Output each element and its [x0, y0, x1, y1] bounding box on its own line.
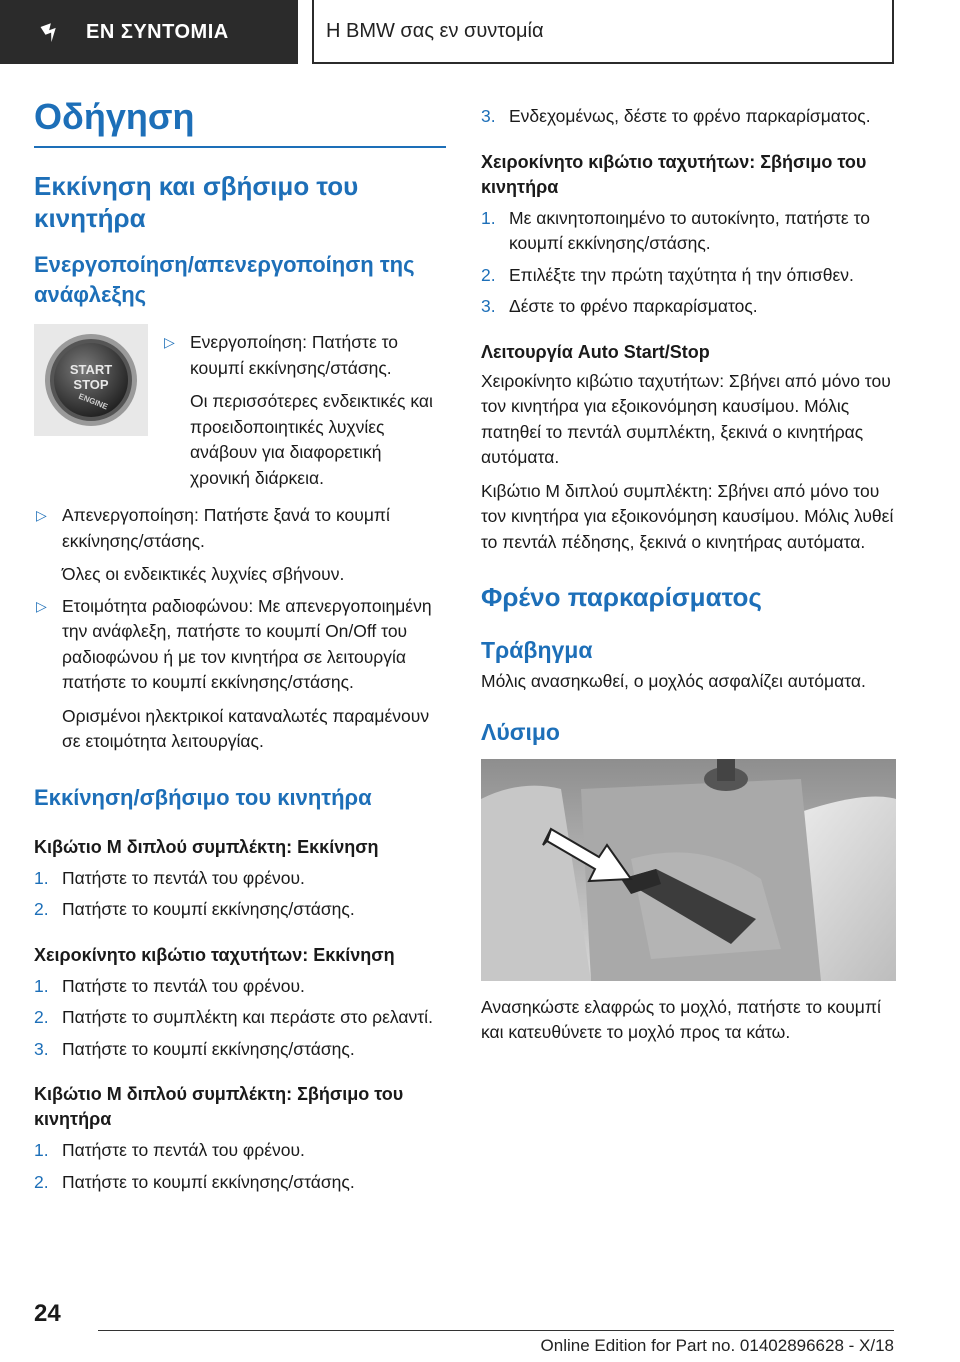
list-item: 2. Επιλέξτε την πρώτη ταχύτητα ή την όπισθεν.: [481, 264, 854, 285]
page-title: Οδήγηση: [34, 96, 446, 148]
button-label-engine: ENGINE: [77, 391, 110, 412]
list-item: 2. Πατήστε το κουμπί εκκίνησης/στάσης.: [34, 1171, 355, 1192]
auto-ss-dct-text: Κιβώτιο M διπλού συμπλέκτη: Σβήνει από μόνο του τον κινητήρα για εξοικονόμηση καυσίμου. Μόλις λυθεί το πεντάλ πέδησης, ξεκινά ο κινητήρας αυτόματα.: [481, 480, 894, 552]
start-stop-button-icon: [43, 332, 139, 428]
button-label-stop: STOP: [73, 377, 109, 392]
heading-engine-start-stop: Εκκίνηση και σβήσιμο του κινητήρα: [34, 171, 359, 233]
heading-pull: Τράβηγμα: [481, 637, 593, 663]
list-item: 2. Πατήστε το κουμπί εκκίνησης/στάσης.: [34, 899, 355, 919]
heading-parking-brake: Φρένο παρκαρίσματος: [481, 582, 762, 612]
list-item: 3. Δέστε το φρένο παρκαρίσματος.: [481, 296, 758, 316]
heading-dct-stop: Κιβώτιο M διπλού συμπλέκτη: Σβήσιμο του κινητήρα: [34, 1084, 404, 1129]
page-number: 24: [34, 1300, 61, 1327]
button-label-start: START: [69, 362, 113, 377]
parking-brake-photo: [481, 759, 896, 981]
list-item: 1. Πατήστε το πεντάλ του φρένου.: [34, 975, 305, 996]
chapter-tab[interactable]: [312, 0, 894, 64]
heading-auto-start-stop: Λειτουργία Auto Start/Stop: [481, 341, 710, 362]
start-stop-button-image: [34, 324, 148, 436]
list-item: 3. Πατήστε το κουμπί εκκίνησης/στάσης.: [34, 1038, 355, 1059]
release-text: Ανασηκώστε ελαφρώς το μοχλό, πατήστε το κουμπί και κατευθύνετε το μοχλό προς τα κάτω.: [481, 996, 881, 1042]
handbrake-lever-illustration: [481, 759, 896, 981]
triangle-bullet-icon: ▷: [36, 507, 47, 523]
list-item: 1. Με ακινητοποιημένο το αυτοκίνητο, πατήστε το κουμπί εκκίνησης/στάσης.: [481, 207, 870, 253]
pull-text: Μόλις ανασηκωθεί, ο μοχλός ασφαλίζει αυτόματα.: [481, 671, 866, 691]
ignition-block: [34, 324, 446, 497]
heading-engine: Εκκίνηση/σβήσιμο του κινητήρα: [34, 784, 372, 810]
list-item: 1. Πατήστε το πεντάλ του φρένου.: [34, 867, 305, 888]
heading-ignition: Ενεργοποίηση/απενεργοποίηση της ανάφλεξης: [34, 252, 415, 307]
heading-dct-start: Κιβώτιο M διπλού συμπλέκτη: Εκκίνηση: [34, 836, 379, 857]
list-item: ▷ Ενεργοποίηση: Πατήστε το κουμπί εκκίνησης/στάσης. Οι περισσότερες ενδεικτικές και προειδοποιητικές λυχνίες ανάβουν για διαφορετική χρονική διάρκεια.: [164, 332, 433, 488]
section-title: ΕΝ ΣΥΝΤΟΜΙΑ: [86, 20, 229, 43]
heading-release: Λύσιμο: [481, 718, 560, 745]
left-column: [34, 96, 446, 1201]
right-column: [481, 96, 894, 1050]
section-tab[interactable]: [0, 0, 298, 64]
list-item: ▷ Απενεργοποίηση: Πατήστε ξανά το κουμπί εκκίνησης/στάσης. Όλες οι ενδεικτικές λυχνίες σβήνουν.: [36, 505, 390, 584]
auto-ss-manual-text: Χειροκίνητο κιβώτιο ταχυτήτων: Σβήνει από μόνο του τον κινητήρα για εξοικονόμηση καυσίμου. Μόλις πατηθεί το πεντάλ συμπλέκτη, ξεκινά ο κινητήρας αυτόματα.: [481, 370, 891, 467]
list-item: 2. Πατήστε το συμπλέκτη και περάστε στο ρελαντί.: [34, 1007, 433, 1027]
footer-divider: [98, 1330, 894, 1331]
heading-manual-start: Χειροκίνητο κιβώτιο ταχυτήτων: Εκκίνηση: [34, 944, 395, 965]
list-item: 1. Πατήστε το πεντάλ του φρένου.: [34, 1140, 305, 1160]
list-item: ▷ Ετοιμότητα ραδιοφώνου: Με απενεργοποιημένη την ανάφλεξη, πατήστε το κουμπί On/Off του ραδιοφώνου ή με τον κινητήρα σε λειτουργία πατήστε το κουμπί εκκίνησης/στάσης. Ορισμένοι ηλεκτρικοί καταναλωτές παραμένουν σε ετοιμότητα λειτουργίας.: [36, 595, 432, 751]
heading-manual-stop: Χειροκίνητο κιβώτιο ταχυτήτων: Σβήσιμο του κινητήρα: [481, 151, 867, 197]
footer-edition: Online Edition for Part no. 01402896628 - X/18: [540, 1336, 894, 1355]
chapter-title: Η BMW σας εν συντομία: [326, 19, 544, 42]
list-item: 3. Ενδεχομένως, δέστε το φρένο παρκαρίσματος.: [481, 106, 871, 126]
triangle-bullet-icon: ▷: [36, 597, 47, 614]
triangle-bullet-icon: ▷: [164, 334, 175, 350]
lightning-bolt-icon: [40, 19, 66, 45]
